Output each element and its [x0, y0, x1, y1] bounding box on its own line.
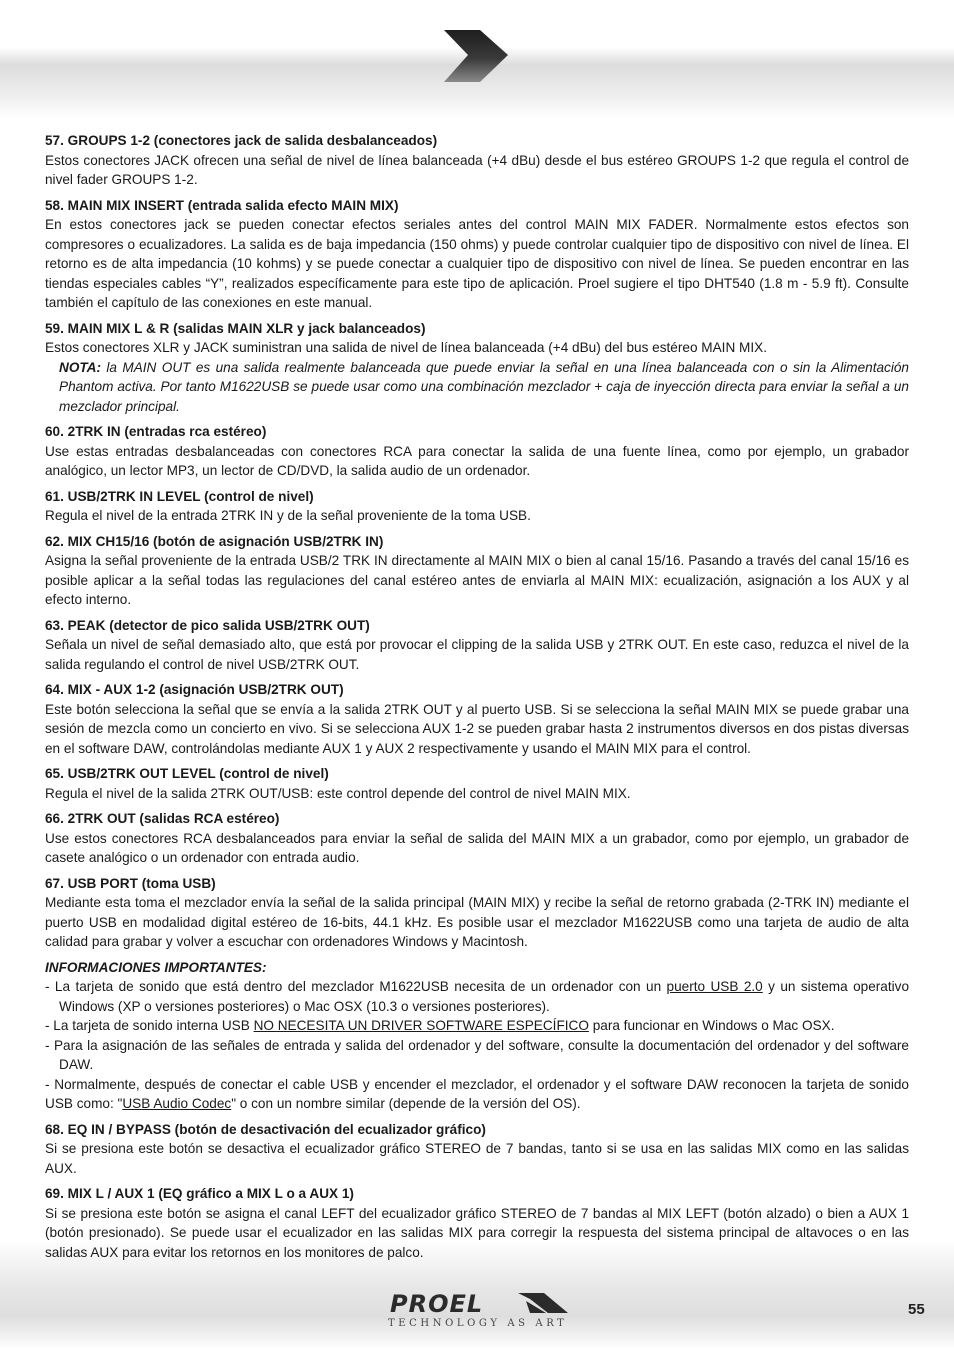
chevron-right-icon — [444, 28, 510, 84]
section-text: Asigna la señal proveniente de la entrada USB/2 TRK IN directamente al MAIN MIX o bien al canal 15/16. Pasando a través del canal 15/16 es posible aplicar a la señal todas las regulaciones del canal estéreo antes de enviarla al MAIN MIX: ecualización, asignación a los AUX y al efecto interno. — [45, 553, 909, 607]
note-text: la MAIN OUT es una salida realmente balanceada que puede enviar la señal en una línea balanceada con o sin la Alimentación Phantom activa. Por tanto M1622USB se puede usar como una combinación mezclador + caja de inyección directa para enviar la señal a un mezclador principal. — [59, 359, 909, 414]
section-heading: 59. MAIN MIX L & R (salidas MAIN XLR y jack balanceados) — [45, 320, 426, 336]
section-heading: 62. MIX CH15/16 (botón de asignación USB/2TRK IN) — [45, 533, 384, 549]
important-bullet — [45, 977, 909, 1016]
section-text: Señala un nivel de señal demasiado alto, que está por provocar el clipping de la salida USB y 2TRK OUT. En este caso, reduzca el nivel de la salida regulando el control de nivel USB/2TRK OUT. — [45, 637, 909, 672]
section-heading: 63. PEAK (detector de pico salida USB/2TRK OUT) — [45, 617, 370, 633]
section-heading: 64. MIX - AUX 1-2 (asignación USB/2TRK OUT) — [45, 682, 344, 697]
section-text: Este botón selecciona la señal que se envía a la salida 2TRK OUT y al puerto USB. Si se selecciona la señal MAIN MIX se puede grabar una sesión de mezcla como un concierto en vivo. Si se selecciona AUX 1-2 se pueden grabar hasta 2 instrumentos diversos en dos pistas diversas en el software DAW, controlándolas mediante AUX 1 y AUX 2 respectivamente y usando el MAIN MIX para el control. — [45, 701, 909, 756]
section-text: Use estos conectores RCA desbalanceados para enviar la señal de salida del MAIN MIX a un grabador, como por ejemplo, un grabador de casete analógico o un ordenador con entrada audio. — [45, 830, 909, 865]
section-heading: 57. GROUPS 1-2 (conectores jack de salida desbalanceados) — [45, 133, 438, 148]
document-body — [45, 131, 909, 1268]
underlined-text: puerto USB 2.0 — [666, 979, 763, 994]
bullet-text: - Normalmente, después de conectar el cable USB y encender el mezclador, el ordenador y el software DAW reconocen la tarjeta de sonido USB como: " — [45, 1076, 909, 1111]
section-heading: 66. 2TRK OUT (salidas RCA estéreo) — [45, 811, 280, 826]
important-bullet — [45, 1075, 909, 1114]
logo-swoosh-icon — [518, 1293, 570, 1315]
bullet-text: para funcionar en Windows o Mac OSX. — [588, 1018, 835, 1033]
section-59 — [45, 319, 909, 417]
section-heading: 69. MIX L / AUX 1 (EQ gráfico a MIX L o a AUX 1) — [45, 1186, 354, 1201]
section-61 — [45, 487, 909, 526]
section-63 — [45, 616, 909, 675]
note-label: NOTA: — [59, 359, 102, 375]
section-text: Regula el nivel de la salida 2TRK OUT/USB: este control depende del control de nivel MAIN MIX. — [45, 785, 631, 801]
important-info — [45, 958, 909, 1114]
section-65 — [45, 764, 909, 803]
bullet-text: y un sistema operativo Windows (XP o versiones posteriores) o Mac OSX (10.3 o versiones posteriores). — [59, 979, 910, 1014]
section-heading: 61. USB/2TRK IN LEVEL (control de nivel) — [45, 488, 314, 504]
section-text: Si se presiona este botón se desactiva el ecualizador gráfico STEREO de 7 bandas, tanto si se usa en las salidas MIX como en las salidas AUX. — [45, 1141, 909, 1176]
section-text: En estos conectores jack se pueden conectar efectos seriales antes del control MAIN MIX FADER. Normalmente estos efectos son compresores o ecualizadores. La salida es de baja impedancia (150 ohms) y puede controlar cualquier tipo de dispositivo con nivel de línea. El retorno es de alta impedancia (10 kohms) y se puede conectar a cualquier tipo de dispositivo con nivel de línea. Se pueden encontrar en las tiendas especiales cables “Y”, realizados específicamente para este tipo de aplicación. Proel sugiere el tipo DHT540 (1.8 m - 5.9 ft). Consulte también el capítulo de las conexiones en este manual. — [45, 217, 909, 310]
section-58 — [45, 196, 909, 313]
bullet-text: - La tarjeta de sonido que está dentro del mezclador M1622USB necesita de un ordenador con un — [45, 979, 667, 994]
section-57 — [45, 131, 909, 190]
bullet-text: - La tarjeta de sonido interna USB — [45, 1018, 254, 1033]
section-heading: 65. USB/2TRK OUT LEVEL (control de nivel) — [45, 766, 329, 781]
important-title: INFORMACIONES IMPORTANTES: — [45, 959, 267, 975]
section-text: Estos conectores XLR y JACK suministran una salida de nivel de línea balanceada (+4 dBu) del bus estéreo MAIN MIX. — [45, 340, 767, 355]
brand-logo: PROEL — [390, 1290, 484, 1318]
section-heading: 58. MAIN MIX INSERT (entrada salida efecto MAIN MIX) — [45, 197, 399, 213]
section-heading: 68. EQ IN / BYPASS (botón de desactivación del ecualizador gráfico) — [45, 1121, 486, 1137]
section-66 — [45, 809, 909, 868]
note-block — [59, 358, 909, 417]
important-bullet: - Para la asignación de las señales de entrada y salida del ordenador y del software, consulte la documentación del ordenador y del software DAW. — [45, 1037, 909, 1072]
bullet-text: " o con un nombre similar (depende de la versión del OS). — [231, 1096, 581, 1111]
underlined-text: NO NECESITA UN DRIVER SOFTWARE ESPECÍFICO — [253, 1018, 589, 1033]
important-bullet — [45, 1016, 909, 1036]
section-68 — [45, 1120, 909, 1179]
section-text: Si se presiona este botón se asigna el canal LEFT del ecualizador gráfico STEREO de 7 bandas al MIX LEFT (botón alzado) o bien a AUX 1 (botón presionado). Se puede usar el ecualizador en las salidas MIX para corregir la respuesta del sistema principal de altavoces o en las salidas AUX para evitar los retornos en los monitores de palco. — [45, 1205, 909, 1260]
section-64 — [45, 680, 909, 758]
underlined-text: USB Audio Codec — [122, 1096, 232, 1111]
section-60 — [45, 422, 909, 481]
section-text: Regula el nivel de la entrada 2TRK IN y de la señal proveniente de la toma USB. — [45, 508, 531, 523]
page-number: 55 — [908, 1301, 925, 1318]
section-text: Use estas entradas desbalanceadas con conectores RCA para conectar la salida de una fuente línea, como por ejemplo, un grabador analógico, un lector MP3, un lector de CD/DVD, la salida audio de un ordenador. — [45, 443, 909, 478]
section-heading: 67. USB PORT (toma USB) — [45, 875, 216, 891]
brand-tagline: TECHNOLOGY AS ART — [388, 1318, 568, 1329]
section-67 — [45, 874, 909, 952]
section-62 — [45, 532, 909, 610]
section-69 — [45, 1184, 909, 1262]
section-text: Estos conectores JACK ofrecen una señal de nivel de línea balanceada (+4 dBu) desde el bus estéreo GROUPS 1-2 que regula el control de nivel fader GROUPS 1-2. — [45, 152, 909, 187]
section-heading: 60. 2TRK IN (entradas rca estéreo) — [45, 424, 267, 439]
section-text: Mediante esta toma el mezclador envía la señal de la salida principal (MAIN MIX) y recibe la señal de retorno grabada (2-TRK IN) mediante el puerto USB en modalidad digital estéreo de 16-bits, 44.1 kHz. Es posible usar el mezclador M1622USB como una tarjeta de audio de alta calidad para grabar y volver a escuchar con ordenadores Windows y Macintosh. — [45, 895, 909, 949]
